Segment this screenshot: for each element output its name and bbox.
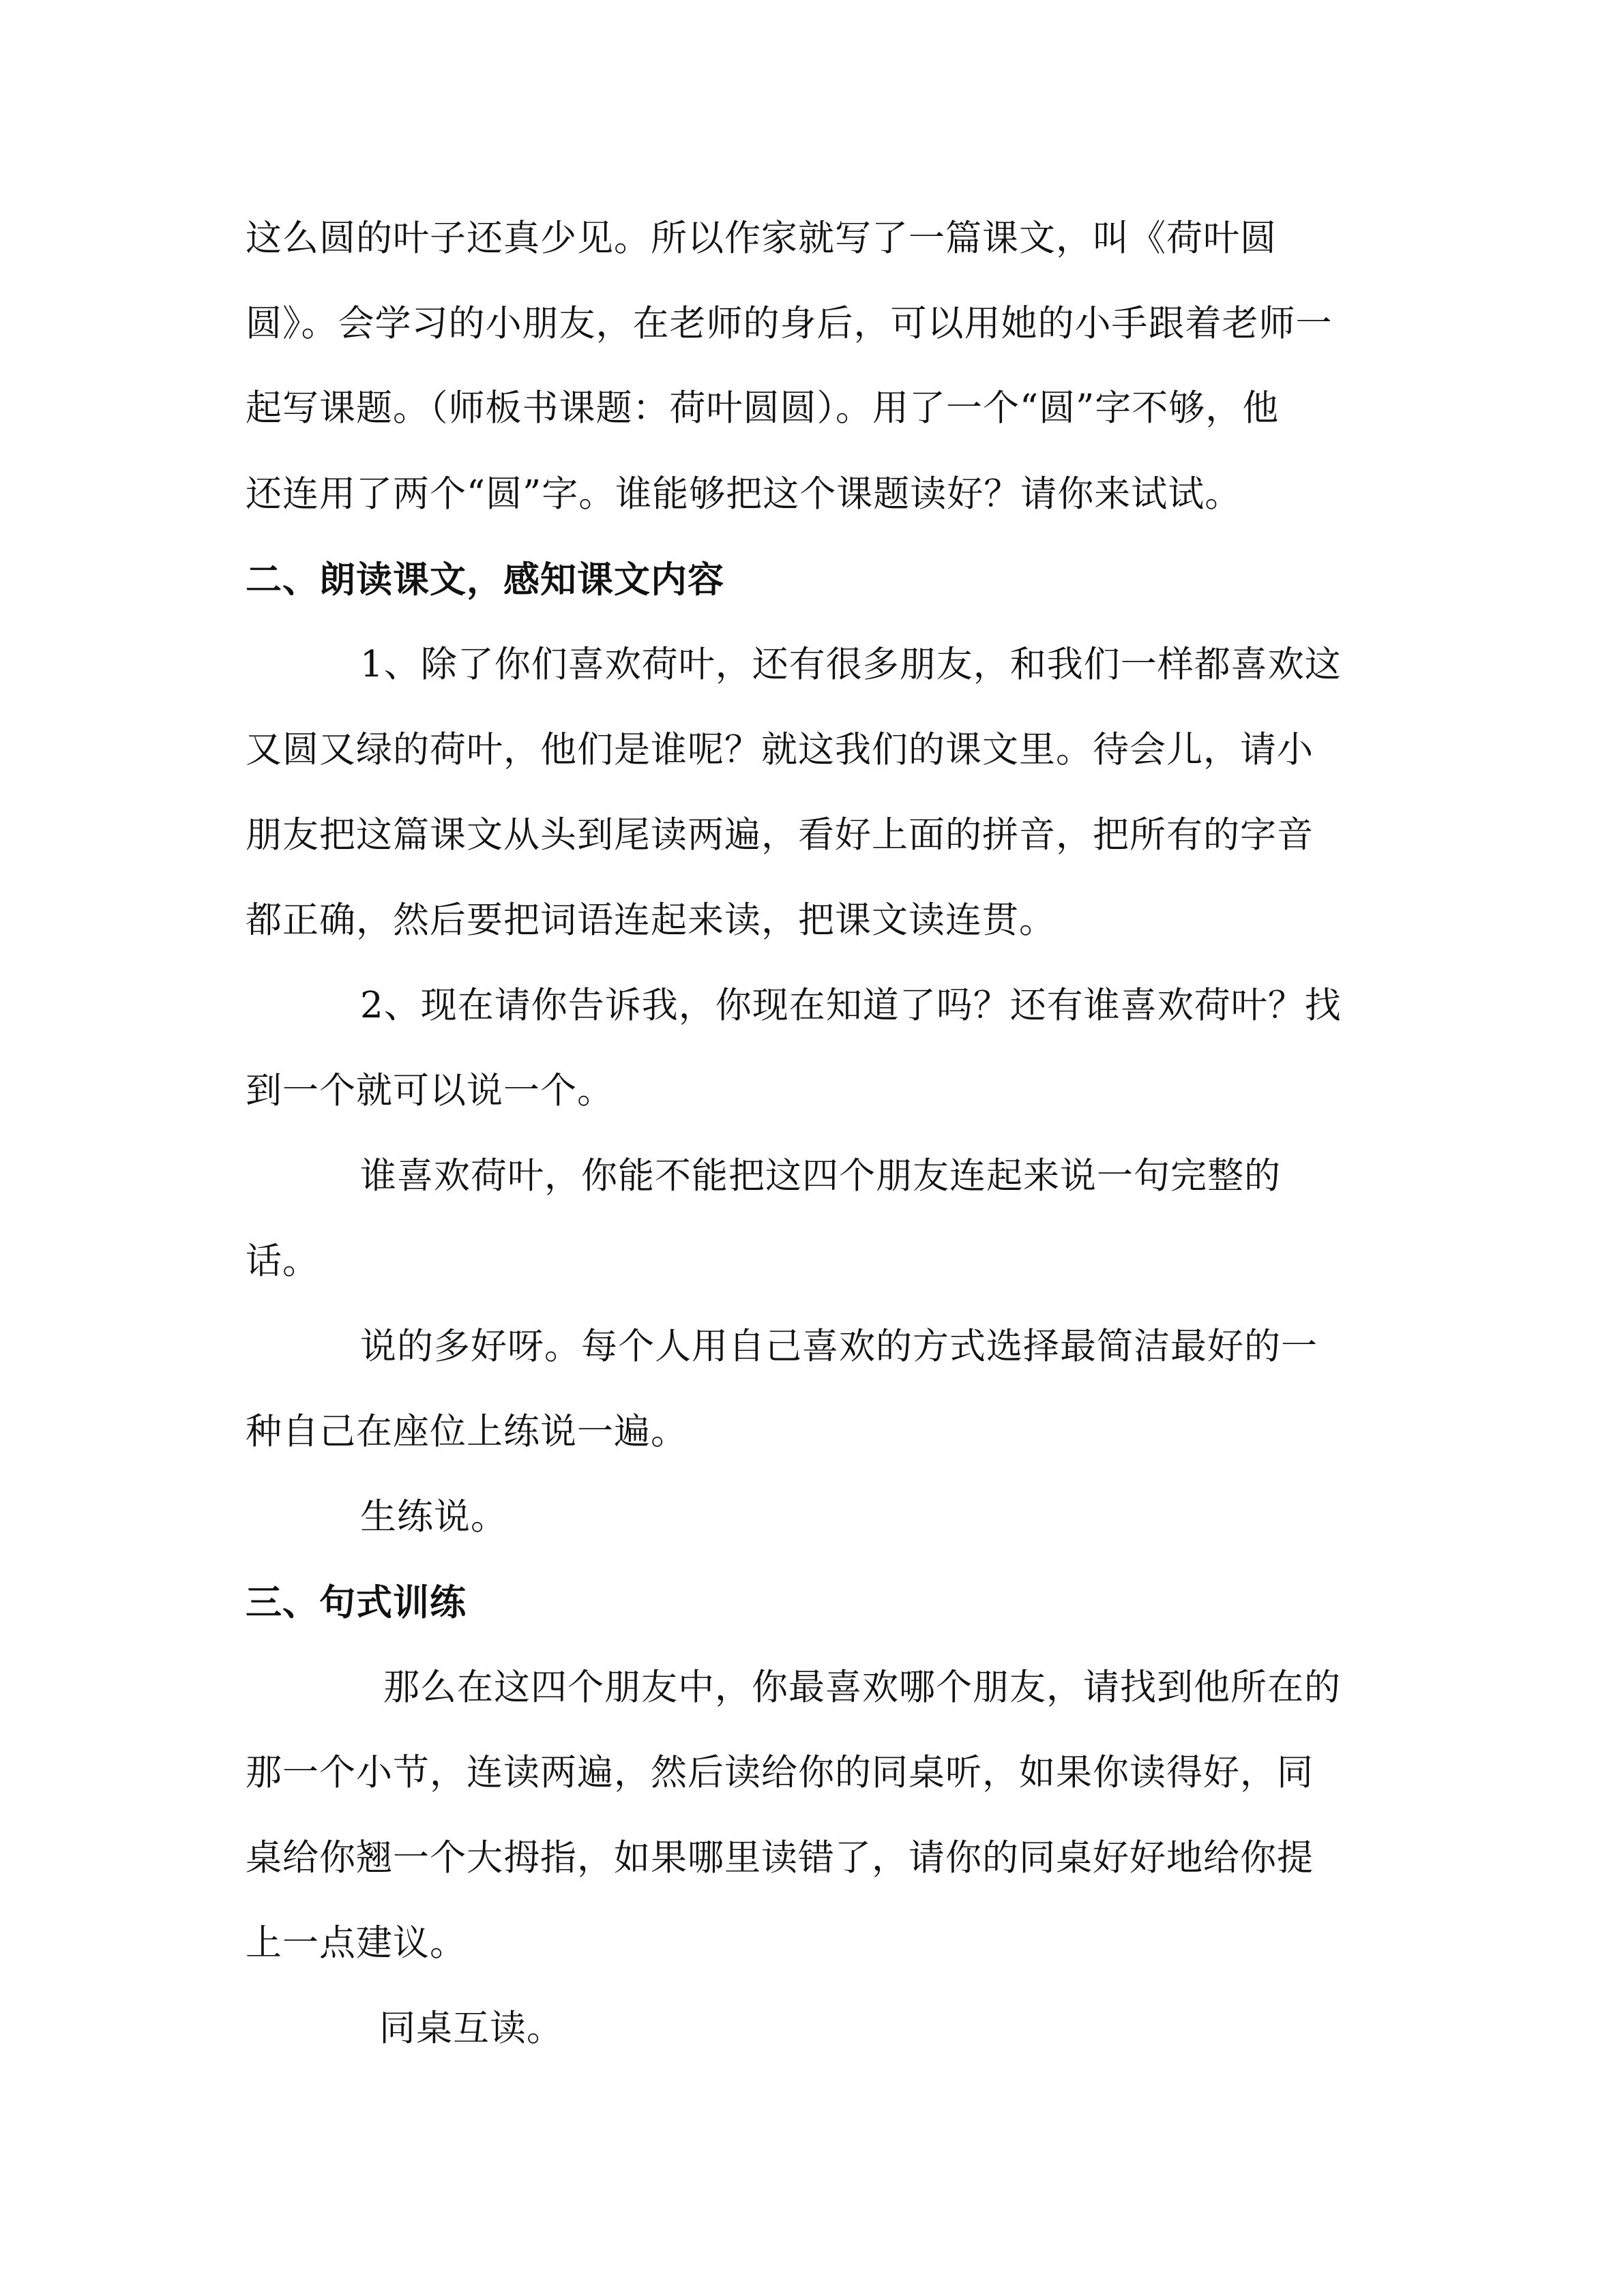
paragraph-line: 生练说。 bbox=[360, 1496, 507, 1538]
paragraph-line: 那一个小节，连读两遍，然后读给你的同桌听，如果你读得好，同 bbox=[246, 1752, 1314, 1793]
paragraph-line: 朋友把这篇课文从头到尾读两遍，看好上面的拼音，把所有的字音 bbox=[246, 814, 1314, 856]
paragraph-line: 2、现在请你告诉我，你现在知道了吗？还有谁喜欢荷叶？找 bbox=[360, 985, 1342, 1026]
paragraph-line: 说的多好呀。每个人用自己喜欢的方式选择最简洁最好的一 bbox=[360, 1326, 1318, 1367]
paragraph-line: 都正确，然后要把词语连起来读，把课文读连贯。 bbox=[246, 899, 1056, 941]
paragraph-line: 还连用了两个“圆”字。谁能够把这个课题读好？请你来试试。 bbox=[246, 473, 1242, 515]
paragraph-line: 1、除了你们喜欢荷叶，还有很多朋友，和我们一样都喜欢这 bbox=[360, 644, 1342, 685]
paragraph-line: 到一个就可以说一个。 bbox=[246, 1070, 614, 1112]
paragraph-line: 那么在这四个朋友中，你最喜欢哪个朋友，请找到他所在的 bbox=[383, 1667, 1341, 1708]
paragraph-line: 话。 bbox=[246, 1240, 319, 1282]
section-heading: 三、句式训练 bbox=[246, 1581, 467, 1624]
paragraph-line: 这么圆的叶子还真少见。所以作家就写了一篇课文，叫《荷叶圆 bbox=[246, 218, 1277, 259]
paragraph-line: 种自己在座位上练说一遍。 bbox=[246, 1411, 688, 1452]
paragraph-line: 起写课题。（师板书课题：荷叶圆圆）。用了一个“圆”字不够，他 bbox=[246, 387, 1280, 429]
paragraph-line: 圆》。会学习的小朋友，在老师的身后，可以用她的小手跟着老师一 bbox=[246, 303, 1333, 344]
paragraph-line: 谁喜欢荷叶，你能不能把这四个朋友连起来说一句完整的 bbox=[360, 1155, 1281, 1197]
paragraph-line: 又圆又绿的荷叶，他们是谁呢？就这我们的课文里。待会儿，请小 bbox=[246, 729, 1314, 771]
paragraph-line: 桌给你翘一个大拇指，如果哪里读错了，请你的同桌好好地给你提 bbox=[246, 1837, 1314, 1879]
paragraph-line: 同桌互读。 bbox=[379, 2008, 563, 2049]
paragraph-line: 上一点建议。 bbox=[246, 1922, 467, 1964]
section-heading: 二、朗读课文，感知课文内容 bbox=[246, 558, 724, 601]
